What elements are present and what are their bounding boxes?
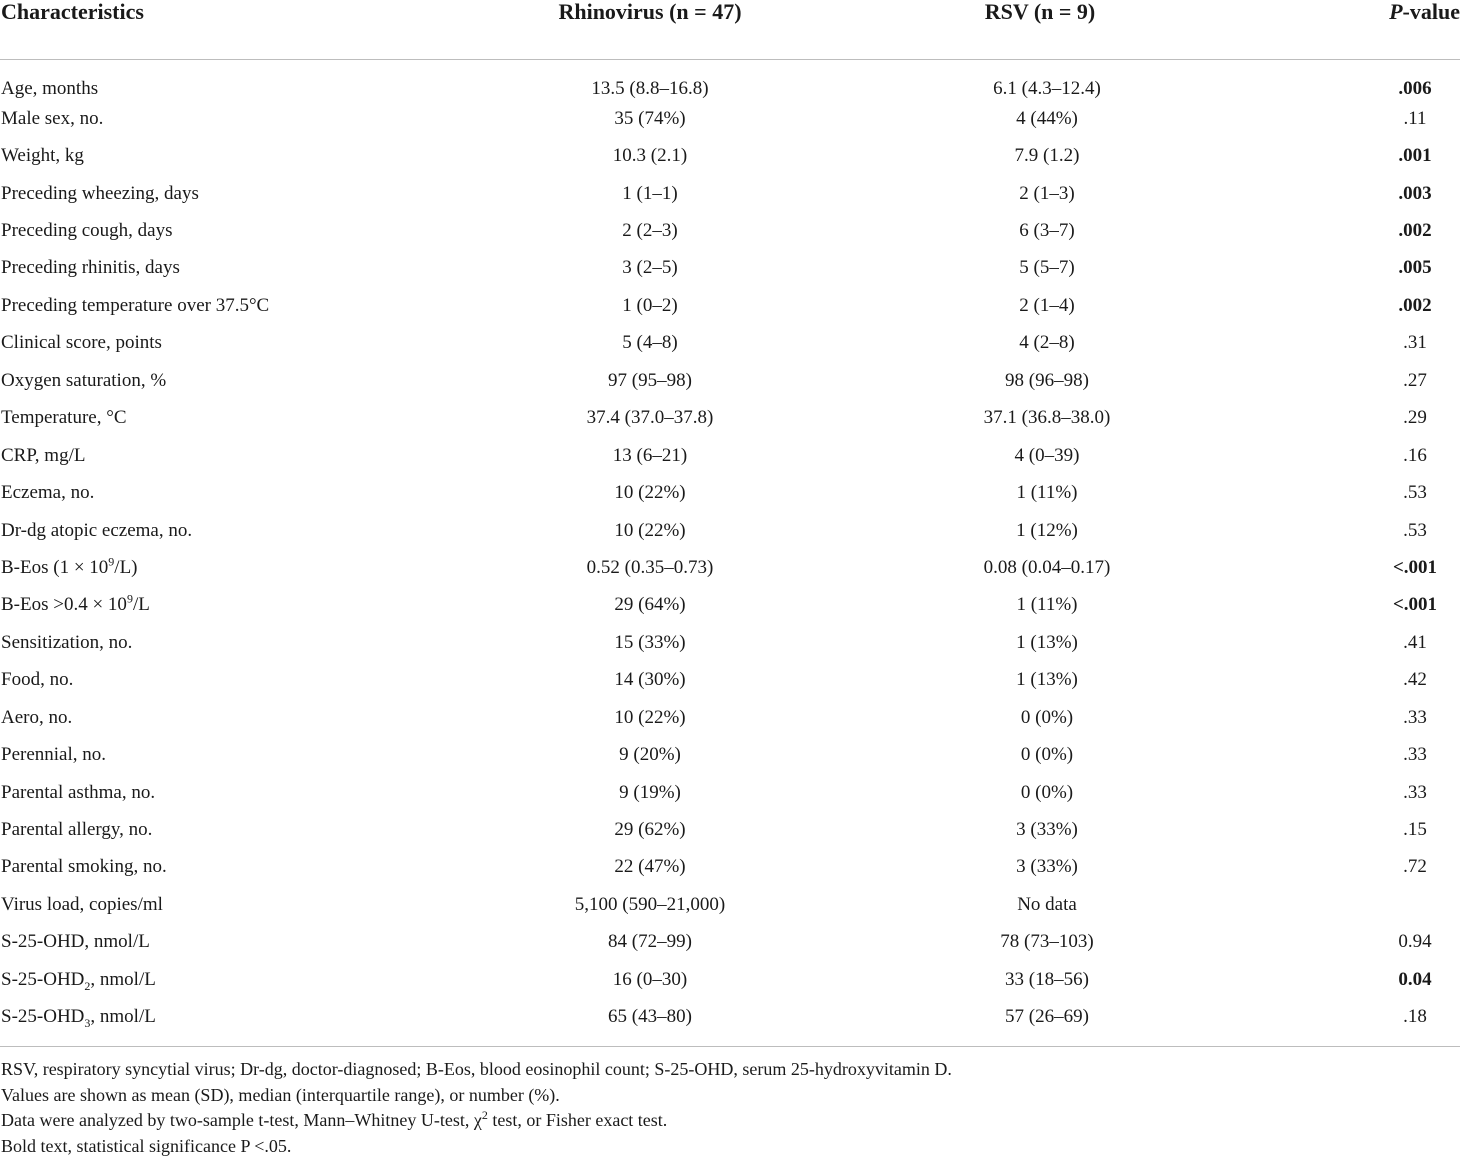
table-row — [0, 774, 1460, 811]
rsv-value: 1 (13%) — [830, 624, 1250, 661]
table-footnotes — [0, 1046, 1460, 1159]
p-value: .29 — [1250, 400, 1460, 437]
p-value: .53 — [1250, 474, 1460, 511]
row-label — [0, 287, 470, 324]
p-value: 0.04 — [1250, 961, 1460, 998]
p-value: .11 — [1250, 100, 1460, 137]
table-row — [0, 512, 1460, 549]
row-label-text: B-Eos >0.4 × 10 — [1, 594, 127, 615]
footnote-tests — [0, 1108, 1460, 1134]
row-label-text: Preceding cough, days — [1, 220, 172, 241]
p-value: <.001 — [1250, 587, 1460, 624]
row-label — [0, 624, 470, 661]
rsv-value: 33 (18–56) — [830, 961, 1250, 998]
footnote-abbreviations: RSV, respiratory syncytial virus; Dr-dg, doctor-diagnosed; B-Eos, blood eosinophil count; S-25-OHD, serum 25-hydroxyvitamin D. — [0, 1057, 1460, 1083]
rsv-value: 7.9 (1.2) — [830, 137, 1250, 174]
row-label-text: Aero, no. — [1, 707, 72, 728]
p-value: .18 — [1250, 999, 1460, 1036]
rhinovirus-value: 13 (6–21) — [470, 437, 830, 474]
rhinovirus-value: 22 (47%) — [470, 849, 830, 886]
table-row — [0, 175, 1460, 212]
rsv-value: 0.08 (0.04–0.17) — [830, 549, 1250, 586]
header-rhinovirus: Rhinovirus (n = 47) — [470, 0, 830, 60]
rsv-value: 3 (33%) — [830, 811, 1250, 848]
rhinovirus-value: 1 (0–2) — [470, 287, 830, 324]
row-label-text: Eczema, no. — [1, 482, 94, 503]
table-row — [0, 212, 1460, 249]
row-label-text: Clinical score, points — [1, 332, 162, 353]
row-label-superscript: 9 — [127, 592, 133, 606]
p-value: .005 — [1250, 250, 1460, 287]
rsv-value: 0 (0%) — [830, 699, 1250, 736]
header-p-value — [1250, 0, 1460, 60]
p-value: .42 — [1250, 662, 1460, 699]
rhinovirus-value: 84 (72–99) — [470, 924, 830, 961]
row-label-text: B-Eos (1 × 10 — [1, 557, 108, 578]
table-row — [0, 250, 1460, 287]
p-value: .33 — [1250, 774, 1460, 811]
p-value: .002 — [1250, 287, 1460, 324]
row-label — [0, 212, 470, 249]
rhinovirus-value: 13.5 (8.8–16.8) — [470, 60, 830, 101]
table-row — [0, 886, 1460, 923]
row-label — [0, 999, 470, 1036]
rhinovirus-value: 10 (22%) — [470, 699, 830, 736]
footnote-tests-text-b: test, or Fisher exact test. — [488, 1110, 667, 1130]
rsv-value: 0 (0%) — [830, 736, 1250, 773]
row-label — [0, 886, 470, 923]
rhinovirus-value: 29 (62%) — [470, 811, 830, 848]
rsv-value: 0 (0%) — [830, 774, 1250, 811]
header-characteristics: Characteristics — [0, 0, 470, 60]
row-label — [0, 811, 470, 848]
table-row — [0, 549, 1460, 586]
rsv-value: 3 (33%) — [830, 849, 1250, 886]
row-label-suffix: /L — [133, 594, 150, 615]
rhinovirus-value: 5,100 (590–21,000) — [470, 886, 830, 923]
row-label-text: Sensitization, no. — [1, 632, 132, 653]
rsv-value: 4 (44%) — [830, 100, 1250, 137]
p-value: 0.94 — [1250, 924, 1460, 961]
row-label-text: Oxygen saturation, % — [1, 370, 166, 391]
row-label — [0, 362, 470, 399]
table-row — [0, 287, 1460, 324]
rhinovirus-value: 9 (20%) — [470, 736, 830, 773]
rhinovirus-value: 35 (74%) — [470, 100, 830, 137]
table-row — [0, 849, 1460, 886]
row-label — [0, 250, 470, 287]
row-label-text: S-25-OHD, nmol/L — [1, 931, 150, 952]
row-label-superscript: 9 — [108, 555, 114, 569]
header-rsv: RSV (n = 9) — [830, 0, 1250, 60]
rsv-value: 6 (3–7) — [830, 212, 1250, 249]
row-label-text: Virus load, copies/ml — [1, 894, 163, 915]
p-value: .15 — [1250, 811, 1460, 848]
row-label — [0, 849, 470, 886]
p-value: .53 — [1250, 512, 1460, 549]
p-value: .33 — [1250, 736, 1460, 773]
p-value: <.001 — [1250, 549, 1460, 586]
rhinovirus-value: 0.52 (0.35–0.73) — [470, 549, 830, 586]
rsv-value: 5 (5–7) — [830, 250, 1250, 287]
row-label-text: Parental allergy, no. — [1, 819, 152, 840]
row-label-text: Male sex, no. — [1, 108, 103, 129]
row-label-text: Food, no. — [1, 669, 73, 690]
table-row — [0, 137, 1460, 174]
table-row — [0, 699, 1460, 736]
rhinovirus-value: 10 (22%) — [470, 512, 830, 549]
table-row — [0, 474, 1460, 511]
footnote-tests-sup: 2 — [482, 1108, 488, 1122]
p-value: .33 — [1250, 699, 1460, 736]
row-label — [0, 60, 470, 101]
rsv-value: 6.1 (4.3–12.4) — [830, 60, 1250, 101]
footnote-values: Values are shown as mean (SD), median (interquartile range), or number (%). — [0, 1083, 1460, 1109]
rhinovirus-value: 10.3 (2.1) — [470, 137, 830, 174]
rhinovirus-value: 97 (95–98) — [470, 362, 830, 399]
row-label — [0, 549, 470, 586]
table-row — [0, 811, 1460, 848]
rsv-value: 78 (73–103) — [830, 924, 1250, 961]
row-label — [0, 699, 470, 736]
rhinovirus-value: 15 (33%) — [470, 624, 830, 661]
rsv-value: 1 (12%) — [830, 512, 1250, 549]
rhinovirus-value: 37.4 (37.0–37.8) — [470, 400, 830, 437]
row-label-text: S-25-OHD — [1, 969, 84, 990]
rsv-value: 2 (1–4) — [830, 287, 1250, 324]
row-label — [0, 400, 470, 437]
p-value: .003 — [1250, 175, 1460, 212]
rsv-value: 1 (11%) — [830, 587, 1250, 624]
row-label — [0, 662, 470, 699]
p-value: .27 — [1250, 362, 1460, 399]
table-row — [0, 924, 1460, 961]
p-value: .41 — [1250, 624, 1460, 661]
rsv-value: 37.1 (36.8–38.0) — [830, 400, 1250, 437]
header-p-rest: -value — [1403, 0, 1460, 24]
p-value: .16 — [1250, 437, 1460, 474]
rsv-value: 1 (11%) — [830, 474, 1250, 511]
row-label-text: Dr-dg atopic eczema, no. — [1, 520, 192, 541]
row-label — [0, 325, 470, 362]
table-row — [0, 100, 1460, 137]
table-row — [0, 362, 1460, 399]
row-label — [0, 474, 470, 511]
rhinovirus-value: 9 (19%) — [470, 774, 830, 811]
p-value: .72 — [1250, 849, 1460, 886]
row-label-text: Age, months — [1, 78, 98, 99]
rhinovirus-value: 65 (43–80) — [470, 999, 830, 1036]
row-label — [0, 924, 470, 961]
row-label — [0, 175, 470, 212]
table-row — [0, 736, 1460, 773]
table-header-row — [0, 0, 1460, 60]
rhinovirus-value: 29 (64%) — [470, 587, 830, 624]
header-p-italic: P — [1389, 0, 1402, 24]
row-label-text: Preceding wheezing, days — [1, 183, 199, 204]
row-label — [0, 100, 470, 137]
row-label-text: Temperature, °C — [1, 407, 127, 428]
row-label-text: S-25-OHD — [1, 1006, 84, 1027]
table-row — [0, 587, 1460, 624]
table-body — [0, 60, 1460, 1036]
row-label-text: Preceding temperature over 37.5°C — [1, 295, 269, 316]
p-value — [1250, 886, 1460, 923]
rsv-value: 4 (2–8) — [830, 325, 1250, 362]
row-label-suffix: , nmol/L — [90, 1006, 155, 1027]
rsv-value: 98 (96–98) — [830, 362, 1250, 399]
p-value: .001 — [1250, 137, 1460, 174]
footnote-significance: Bold text, statistical significance P <.05. — [0, 1134, 1460, 1159]
rsv-value: 2 (1–3) — [830, 175, 1250, 212]
rhinovirus-value: 16 (0–30) — [470, 961, 830, 998]
rsv-value: No data — [830, 886, 1250, 923]
row-label — [0, 736, 470, 773]
rhinovirus-value: 1 (1–1) — [470, 175, 830, 212]
row-label — [0, 961, 470, 998]
footnote-tests-text-a: Data were analyzed by two-sample t-test, Mann–Whitney U-test, χ — [1, 1110, 482, 1130]
rsv-value: 57 (26–69) — [830, 999, 1250, 1036]
row-label — [0, 587, 470, 624]
table-row — [0, 999, 1460, 1036]
row-label — [0, 137, 470, 174]
rhinovirus-value: 3 (2–5) — [470, 250, 830, 287]
table-row — [0, 400, 1460, 437]
row-label-text: Parental smoking, no. — [1, 856, 167, 877]
table-row — [0, 961, 1460, 998]
p-value: .006 — [1250, 60, 1460, 101]
rsv-value: 4 (0–39) — [830, 437, 1250, 474]
rhinovirus-value: 5 (4–8) — [470, 325, 830, 362]
row-label-text: Parental asthma, no. — [1, 782, 155, 803]
row-label-subscript: 3 — [84, 1016, 90, 1030]
p-value: .31 — [1250, 325, 1460, 362]
row-label — [0, 774, 470, 811]
row-label-suffix: /L) — [114, 557, 137, 578]
row-label-suffix: , nmol/L — [90, 969, 155, 990]
rhinovirus-value: 14 (30%) — [470, 662, 830, 699]
row-label-text: CRP, mg/L — [1, 445, 85, 466]
row-label-text: Perennial, no. — [1, 744, 106, 765]
table-row — [0, 624, 1460, 661]
row-label — [0, 512, 470, 549]
rhinovirus-value: 10 (22%) — [470, 474, 830, 511]
p-value: .002 — [1250, 212, 1460, 249]
rhinovirus-value: 2 (2–3) — [470, 212, 830, 249]
table-row — [0, 662, 1460, 699]
row-label-text: Preceding rhinitis, days — [1, 257, 180, 278]
table-row — [0, 325, 1460, 362]
table-row — [0, 437, 1460, 474]
row-label-text: Weight, kg — [1, 145, 84, 166]
row-label — [0, 437, 470, 474]
rsv-value: 1 (13%) — [830, 662, 1250, 699]
row-label-subscript: 2 — [84, 979, 90, 993]
table-row — [0, 60, 1460, 101]
